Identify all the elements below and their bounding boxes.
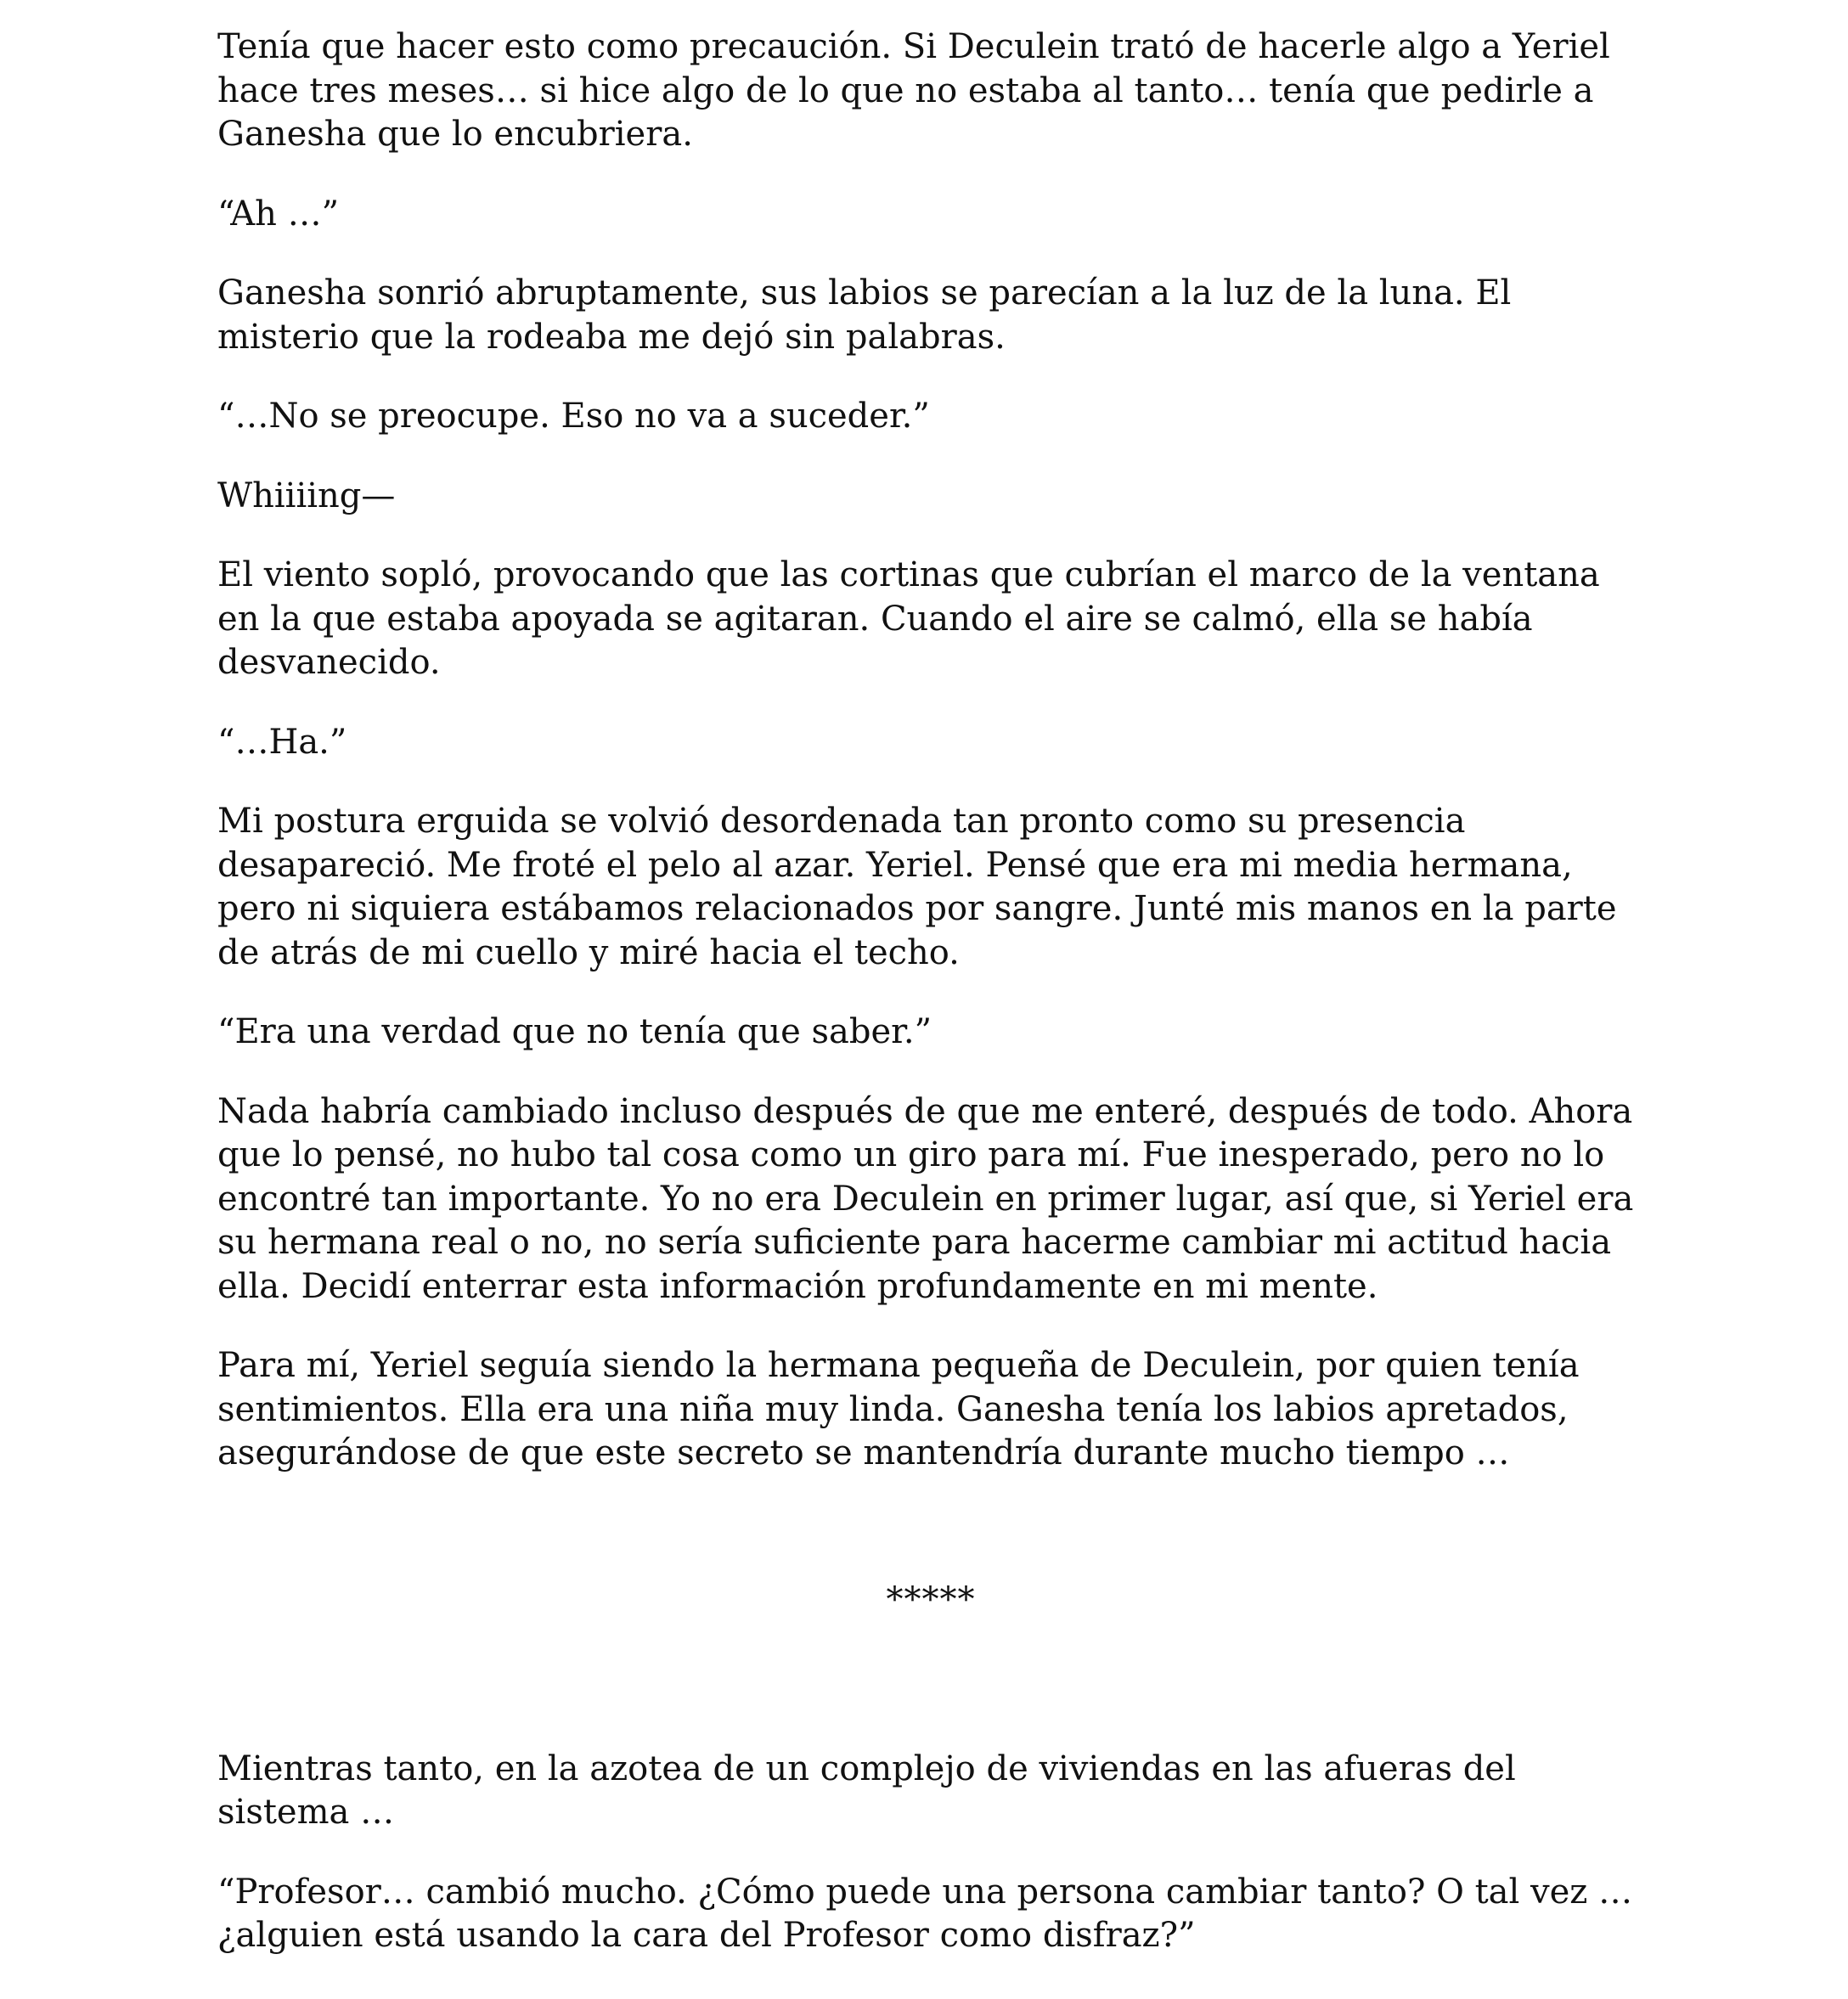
paragraph: “Profesor… cambió mucho. ¿Cómo puede una persona cambiar tanto? O tal vez … ¿alguien está usando la cara del Profesor como disfraz?” xyxy=(217,1872,1633,1955)
paragraph: Mi postura erguida se volvió desordenada tan pronto como su presencia desapareció. Me froté el pelo al azar. Yeriel. Pensé que era mi media hermana, pero ni siquiera estábamos relacionados por sangre. Junté mis manos en la parte de atrás de mi cuello y miré hacia el techo. xyxy=(217,802,1617,972)
paragraph: “Ah …” xyxy=(217,194,340,234)
paragraph: Mientras tanto, en la azotea de un complejo de viviendas en las afueras del sistema … xyxy=(217,1748,1516,1832)
paragraph: Whiiiing— xyxy=(217,476,396,515)
paragraph: “Era una verdad que no tenía que saber.” xyxy=(217,1012,932,1051)
paragraph: Nada habría cambiado incluso después de que me enteré, después de todo. Ahora que lo pensé, no hubo tal cosa como un giro para mí. Fue inesperado, pero no lo encontré tan importante. Yo no era Deculein en primer lugar, así que, si Yeriel era su hermana real o no, no sería suficiente para hacerme cambiar mi actitud hacia ella. Decidí enterrar esta información profundamente en mi mente. xyxy=(217,1091,1634,1306)
paragraph: Tenía que hacer esto como precaución. Si Deculein trató de hacerle algo a Yeriel hace tres meses… si hice algo de lo que no estaba al tanto… tenía que pedirle a Ganesha que lo encubriera. xyxy=(217,27,1610,154)
paragraph: Para mí, Yeriel seguía siendo la hermana pequeña de Deculein, por quien tenía sentimientos. Ella era una niña muy linda. Ganesha tenía los labios apretados, asegurándose de que este secreto se mantendría durante mucho tiempo … xyxy=(217,1346,1580,1473)
document-page xyxy=(217,25,1644,1994)
scene-break: ***** xyxy=(886,1579,976,1619)
paragraph: “…Ha.” xyxy=(217,722,347,762)
paragraph: El viento sopló, provocando que las cortinas que cubrían el marco de la ventana en la que estaba apoyada se agitaran. Cuando el aire se calmó, ella se había desvanecido. xyxy=(217,555,1600,682)
paragraph: Ganesha sonrió abruptamente, sus labios se parecían a la luz de la luna. El misterio que la rodeaba me dejó sin palabras. xyxy=(217,273,1512,357)
paragraph: “…No se preocupe. Eso no va a suceder.” xyxy=(217,397,930,436)
